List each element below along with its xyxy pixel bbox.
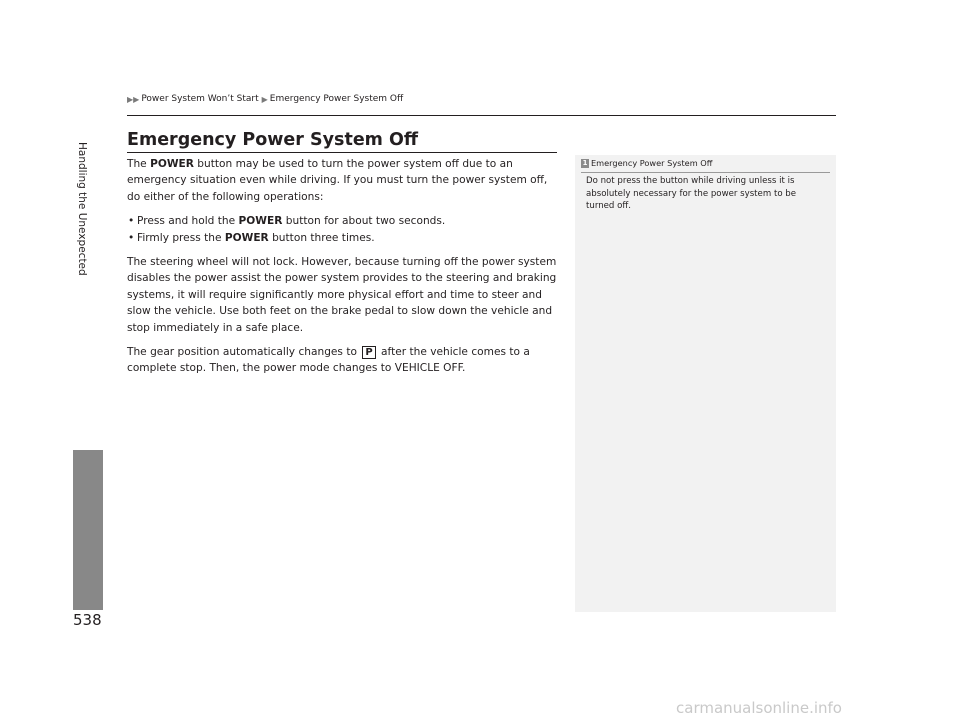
intro-text-pre: The (127, 158, 151, 170)
note-heading (581, 158, 830, 168)
list-item (127, 213, 559, 229)
arrow-icon: ▶ (261, 94, 268, 104)
header-divider (127, 115, 836, 116)
gear-text-pre: The gear position automatically changes to (127, 346, 361, 359)
power-button-term: POWER (224, 231, 269, 244)
title-divider (127, 152, 557, 153)
gear-paragraph (127, 344, 559, 377)
park-key-icon: P (362, 346, 375, 359)
gear-text-post: after the vehicle comes to a complete stop. Then, the power mode changes to VEHICLE OFF. (127, 346, 530, 375)
power-button-term: POWER (150, 158, 194, 170)
intro-paragraph (127, 156, 559, 205)
note-box (575, 155, 836, 612)
breadcrumb-parent[interactable]: Power System Won’t Start (141, 94, 259, 104)
operations-list (127, 213, 559, 246)
list-item-text: button three times. (268, 231, 375, 244)
list-item-text: Press and hold the (137, 215, 239, 228)
breadcrumb-current: Emergency Power System Off (269, 94, 404, 104)
section-side-label: Handling the Unexpected (76, 142, 88, 276)
power-button-term: POWER (238, 215, 283, 228)
page-title: Emergency Power System Off (127, 130, 419, 150)
note-divider (581, 172, 830, 173)
intro-text-post: button may be used to turn the power system off due to an emergency situation even while driving. If you must turn the power system off, do either of the following operations: (127, 158, 548, 203)
note-body: Do not press the button while driving unless it is absolutely necessary for the power system to be turned off. (586, 176, 797, 212)
list-item-text: button for about two seconds. (282, 215, 446, 228)
double-arrow-icon: ▶▶ (127, 94, 140, 104)
note-reference-icon: 1 (582, 158, 588, 167)
main-content (127, 156, 559, 385)
list-item-text: Firmly press the (137, 231, 225, 244)
watermark: carmanualsonline.info (676, 699, 842, 717)
note-heading-text: Emergency Power System Off (591, 158, 713, 168)
breadcrumb (127, 94, 403, 104)
list-item (127, 230, 559, 246)
section-marker (73, 450, 103, 610)
steering-paragraph: The steering wheel will not lock. However, because turning off the power system disables the power assist the power system provides to the steering and braking systems, it will require significantly more physical effort and time to steer and slow the vehicle. Use both feet on the brake pedal to slow down the vehicle and stop immediately in a safe place. (127, 256, 557, 334)
page-number: 538 (73, 611, 102, 629)
